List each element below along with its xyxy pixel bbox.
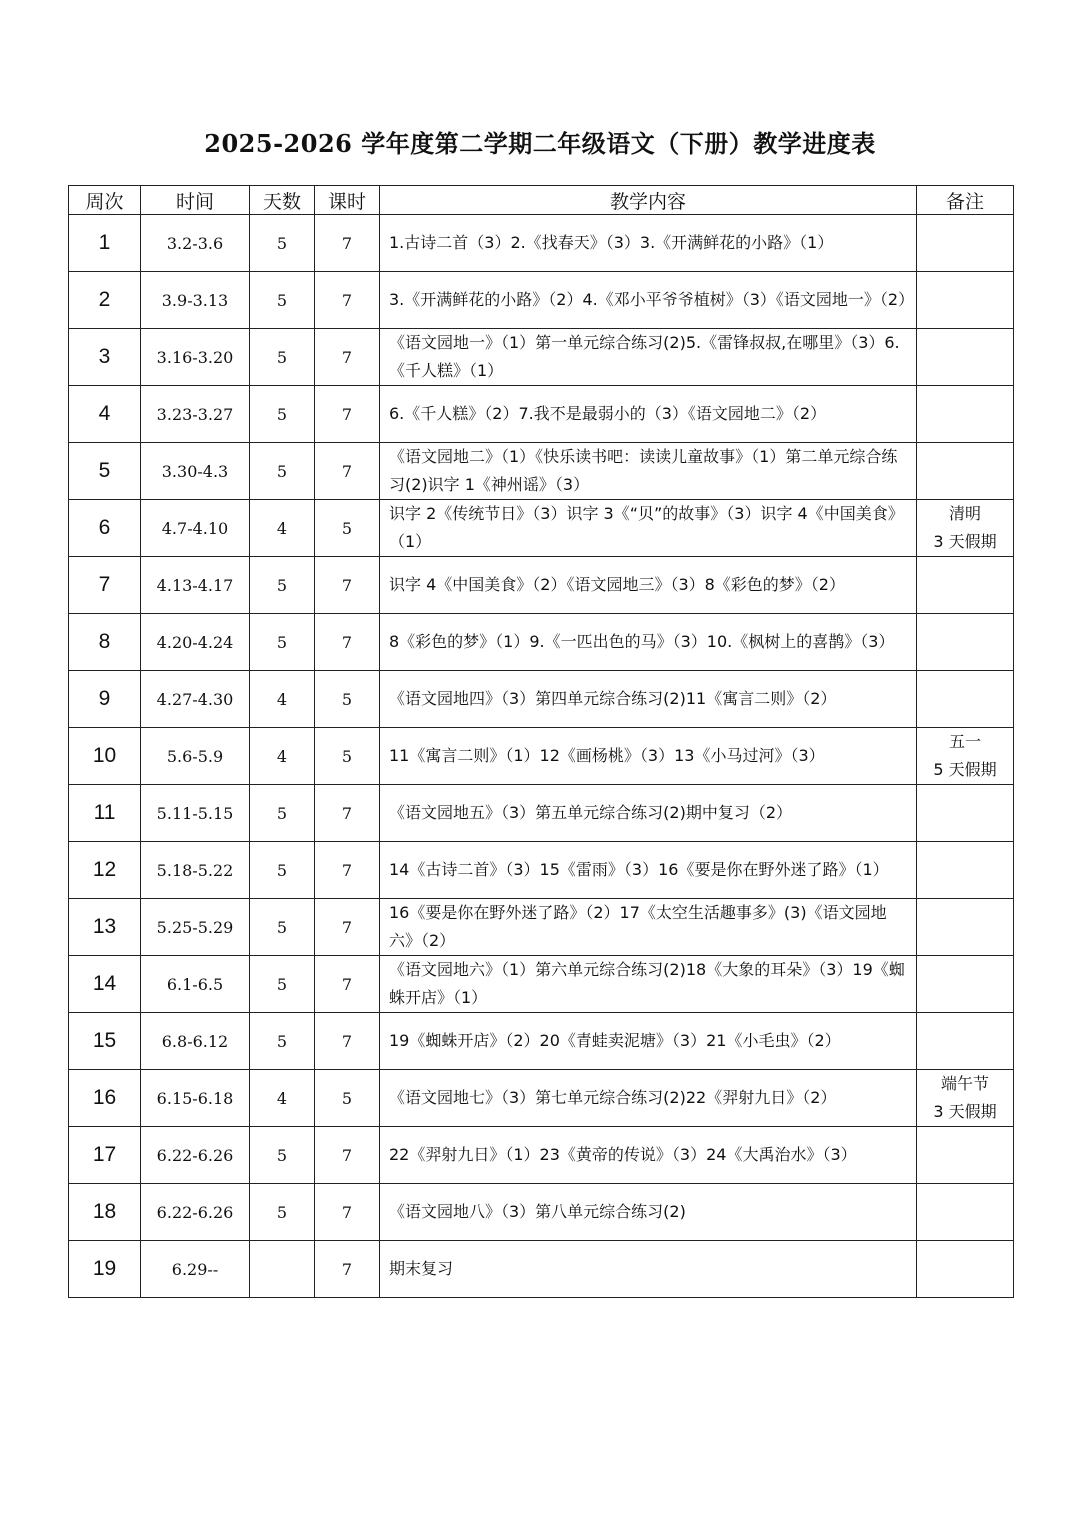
table-row (69, 1241, 1014, 1298)
week-cell: 18 (69, 1184, 141, 1241)
days-cell: 4 (250, 1070, 315, 1127)
remark-cell (917, 1070, 1014, 1127)
dates-cell: 3.9-3.13 (141, 272, 250, 329)
table-row (69, 386, 1014, 443)
table-row (69, 272, 1014, 329)
periods-cell: 7 (315, 329, 380, 386)
dates-cell: 5.6-5.9 (141, 728, 250, 785)
header-week: 周次 (69, 186, 141, 215)
remark-cell (917, 785, 1014, 842)
periods-cell: 7 (315, 842, 380, 899)
dates-cell: 5.25-5.29 (141, 899, 250, 956)
days-cell: 5 (250, 956, 315, 1013)
table-row (69, 500, 1014, 557)
table-row (69, 329, 1014, 386)
remark-line: 五一 (948, 732, 981, 751)
remark-cell (917, 1127, 1014, 1184)
days-cell: 5 (250, 215, 315, 272)
periods-cell: 7 (315, 614, 380, 671)
table-row (69, 443, 1014, 500)
periods-cell: 7 (315, 899, 380, 956)
remark-cell (917, 956, 1014, 1013)
periods-cell: 7 (315, 443, 380, 500)
content-cell: 《语文园地八》（3）第八单元综合练习(2) (380, 1184, 917, 1241)
schedule-body (69, 215, 1014, 1298)
days-cell: 5 (250, 386, 315, 443)
week-cell: 19 (69, 1241, 141, 1298)
content-cell: 8《彩色的梦》（1）9.《一匹出色的马》（3）10.《枫树上的喜鹊》（3） (380, 614, 917, 671)
header-remark: 备注 (917, 186, 1014, 215)
remark-cell (917, 500, 1014, 557)
periods-cell: 5 (315, 671, 380, 728)
content-cell: 6.《千人糕》（2）7.我不是最弱小的（3）《语文园地二》（2） (380, 386, 917, 443)
table-row (69, 1013, 1014, 1070)
days-cell: 5 (250, 785, 315, 842)
dates-cell: 3.23-3.27 (141, 386, 250, 443)
periods-cell: 7 (315, 272, 380, 329)
table-row (69, 842, 1014, 899)
table-row (69, 671, 1014, 728)
week-cell: 10 (69, 728, 141, 785)
content-cell: 《语文园地五》（3）第五单元综合练习(2)期中复习（2） (380, 785, 917, 842)
days-cell: 5 (250, 557, 315, 614)
week-cell: 5 (69, 443, 141, 500)
table-row (69, 728, 1014, 785)
header-days: 天数 (250, 186, 315, 215)
dates-cell: 3.2-3.6 (141, 215, 250, 272)
week-cell: 1 (69, 215, 141, 272)
table-row (69, 1127, 1014, 1184)
remark-cell (917, 1241, 1014, 1298)
content-cell: 《语文园地四》（3）第四单元综合练习(2)11《寓言二则》（2） (380, 671, 917, 728)
content-cell: 11《寓言二则》（1）12《画杨桃》（3）13《小马过河》（3） (380, 728, 917, 785)
week-cell: 17 (69, 1127, 141, 1184)
content-cell: 《语文园地一》（1）第一单元综合练习(2)5.《雷锋叔叔,在哪里》（3）6.《千人糕》（1） (380, 329, 917, 386)
content-cell: 《语文园地二》（1）《快乐读书吧：读读儿童故事》（1）第二单元综合练习(2)识字 1《神州谣》（3） (380, 443, 917, 500)
week-cell: 12 (69, 842, 141, 899)
dates-cell: 6.8-6.12 (141, 1013, 250, 1070)
periods-cell: 7 (315, 785, 380, 842)
days-cell: 5 (250, 842, 315, 899)
dates-cell: 4.7-4.10 (141, 500, 250, 557)
content-cell: 16《要是你在野外迷了路》（2）17《太空生活趣事多》(3)《语文园地六》（2） (380, 899, 917, 956)
days-cell: 5 (250, 329, 315, 386)
remark-cell (917, 1013, 1014, 1070)
dates-cell: 6.22-6.26 (141, 1184, 250, 1241)
remark-cell (917, 728, 1014, 785)
dates-cell: 6.22-6.26 (141, 1127, 250, 1184)
week-cell: 6 (69, 500, 141, 557)
header-periods: 课时 (315, 186, 380, 215)
days-cell: 4 (250, 728, 315, 785)
week-cell: 4 (69, 386, 141, 443)
dates-cell: 4.13-4.17 (141, 557, 250, 614)
table-row (69, 215, 1014, 272)
days-cell: 5 (250, 614, 315, 671)
dates-cell: 3.16-3.20 (141, 329, 250, 386)
periods-cell: 7 (315, 956, 380, 1013)
week-cell: 16 (69, 1070, 141, 1127)
remark-line: 端午节 (940, 1074, 989, 1093)
dates-cell: 4.20-4.24 (141, 614, 250, 671)
remark-cell (917, 671, 1014, 728)
days-cell: 4 (250, 500, 315, 557)
days-cell: 5 (250, 443, 315, 500)
week-cell: 2 (69, 272, 141, 329)
days-cell: 5 (250, 899, 315, 956)
table-row (69, 1184, 1014, 1241)
week-cell: 14 (69, 956, 141, 1013)
periods-cell: 7 (315, 386, 380, 443)
remark-line: 3 天假期 (933, 1102, 997, 1121)
remark-cell (917, 272, 1014, 329)
table-row (69, 785, 1014, 842)
table-row (69, 1070, 1014, 1127)
remark-cell (917, 215, 1014, 272)
remark-cell (917, 614, 1014, 671)
table-row (69, 956, 1014, 1013)
dates-cell: 3.30-4.3 (141, 443, 250, 500)
periods-cell: 5 (315, 728, 380, 785)
periods-cell: 7 (315, 1013, 380, 1070)
remark-cell (917, 899, 1014, 956)
week-cell: 7 (69, 557, 141, 614)
table-row (69, 614, 1014, 671)
header-dates: 时间 (141, 186, 250, 215)
remark-cell (917, 557, 1014, 614)
dates-cell: 5.11-5.15 (141, 785, 250, 842)
days-cell (250, 1241, 315, 1298)
week-cell: 11 (69, 785, 141, 842)
remark-cell (917, 443, 1014, 500)
week-cell: 15 (69, 1013, 141, 1070)
periods-cell: 5 (315, 500, 380, 557)
content-cell: 19《蜘蛛开店》（2）20《青蛙卖泥塘》（3）21《小毛虫》（2） (380, 1013, 917, 1070)
periods-cell: 7 (315, 1241, 380, 1298)
header-content: 教学内容 (380, 186, 917, 215)
document-title: 2025-2026 学年度第二学期二年级语文（下册）教学进度表 (204, 129, 876, 158)
dates-cell: 5.18-5.22 (141, 842, 250, 899)
content-cell: 《语文园地七》（3）第七单元综合练习(2)22《羿射九日》（2） (380, 1070, 917, 1127)
remark-line: 清明 (948, 504, 981, 523)
content-cell: 《语文园地六》（1）第六单元综合练习(2)18《大象的耳朵》（3）19《蜘蛛开店》（1） (380, 956, 917, 1013)
remark-cell (917, 1184, 1014, 1241)
dates-cell: 6.1-6.5 (141, 956, 250, 1013)
periods-cell: 7 (315, 1127, 380, 1184)
periods-cell: 7 (315, 557, 380, 614)
days-cell: 5 (250, 1013, 315, 1070)
days-cell: 5 (250, 1127, 315, 1184)
content-cell: 22《羿射九日》（1）23《黄帝的传说》（3）24《大禹治水》（3） (380, 1127, 917, 1184)
dates-cell: 6.15-6.18 (141, 1070, 250, 1127)
content-cell: 期末复习 (380, 1241, 917, 1298)
week-cell: 9 (69, 671, 141, 728)
content-cell: 识字 4《中国美食》（2）《语文园地三》（3）8《彩色的梦》（2） (380, 557, 917, 614)
periods-cell: 5 (315, 1070, 380, 1127)
week-cell: 3 (69, 329, 141, 386)
dates-cell: 4.27-4.30 (141, 671, 250, 728)
content-cell: 1.古诗二首（3）2.《找春天》（3）3.《开满鲜花的小路》（1） (380, 215, 917, 272)
week-cell: 8 (69, 614, 141, 671)
periods-cell: 7 (315, 1184, 380, 1241)
remark-line: 3 天假期 (933, 532, 997, 551)
remark-cell (917, 386, 1014, 443)
periods-cell: 7 (315, 215, 380, 272)
remark-line: 5 天假期 (933, 760, 997, 779)
table-row (69, 557, 1014, 614)
table-row (69, 899, 1014, 956)
content-cell: 14《古诗二首》（3）15《雷雨》（3）16《要是你在野外迷了路》（1） (380, 842, 917, 899)
content-cell: 识字 2《传统节日》（3）识字 3《“贝”的故事》（3）识字 4《中国美食》（1） (380, 500, 917, 557)
days-cell: 5 (250, 272, 315, 329)
remark-cell (917, 329, 1014, 386)
remark-cell (917, 842, 1014, 899)
header-row (69, 186, 1014, 215)
week-cell: 13 (69, 899, 141, 956)
days-cell: 5 (250, 1184, 315, 1241)
content-cell: 3.《开满鲜花的小路》（2）4.《邓小平爷爷植树》（3）《语文园地一》（2） (380, 272, 917, 329)
schedule-table (68, 185, 1014, 1298)
days-cell: 4 (250, 671, 315, 728)
dates-cell: 6.29-- (141, 1241, 250, 1298)
